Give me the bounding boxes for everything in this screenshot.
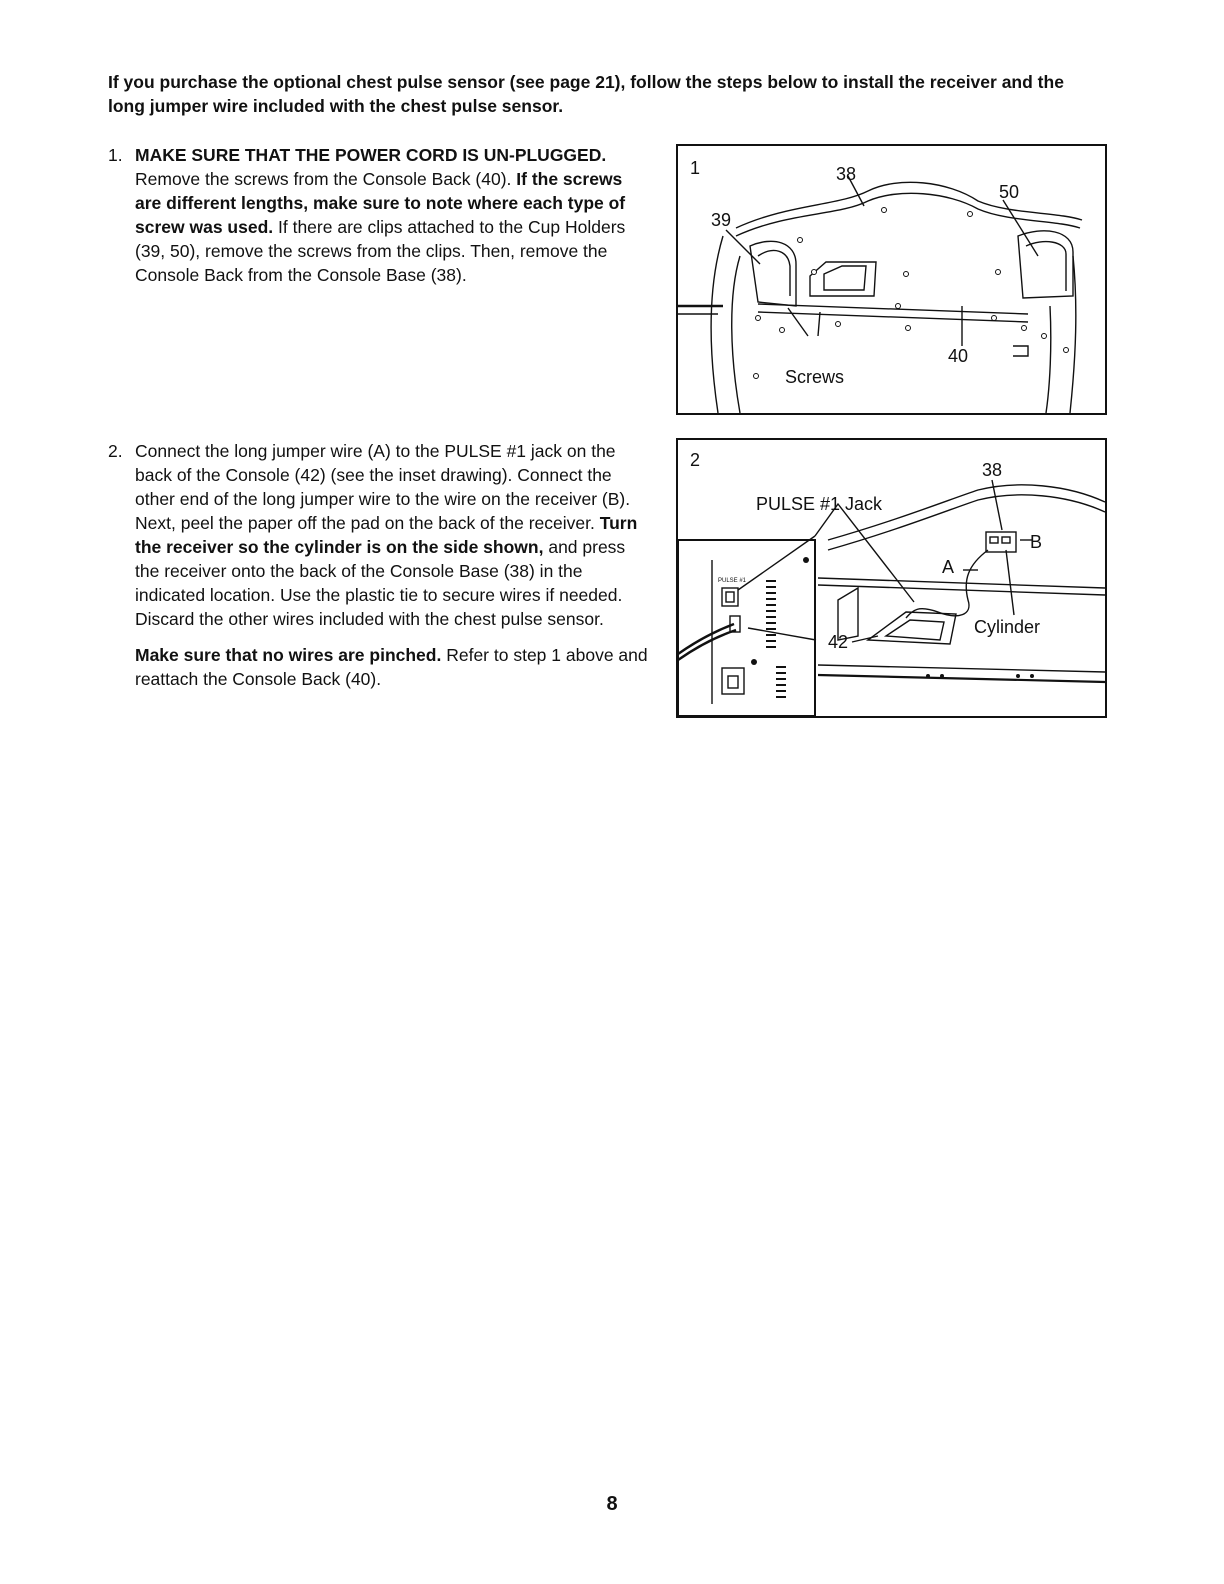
step-2-text-a: Connect the long jumper wire (A) to the PULSE #1 jack on the back of the Console (42) (see the inset drawing). Connect the other end of the long jumper wire to the wire on the receiver (B). Next, peel the paper off the pad on the back of the receiver. (135, 441, 631, 533)
step-1 (108, 143, 653, 287)
label-42: 42 (828, 632, 849, 652)
label-40: 40 (948, 346, 969, 366)
left-upright (711, 236, 723, 413)
label-38: 38 (982, 460, 1003, 480)
label-39: 39 (711, 210, 732, 230)
step-1-text-b: If there are clips attached to the Cup Holders (39, 50), remove the screws from the clips. Then, remove the Console Back from the Console Base (38). (135, 217, 626, 285)
console-inner-edge (736, 193, 1080, 236)
figure-2 (676, 438, 1107, 718)
leader-cylinder (1006, 550, 1014, 615)
figure-1-drawing (678, 146, 1105, 413)
label-screws: Screws (785, 367, 845, 387)
step-2 (108, 439, 653, 691)
step-number: 2. (108, 441, 123, 461)
step-2-text-b: and press the receiver onto the back of the Console Base (38) in the indicated location. Use the plastic tie to secure wires if needed. Discard the other wires included with the chest pulse sensor. (135, 537, 626, 629)
step-number: 1. (108, 145, 123, 165)
figure-number: 2 (690, 450, 701, 470)
screw-markers (754, 208, 1069, 379)
step-1-text-a: Remove the screws from the Console Back (40). (135, 169, 517, 189)
lower-rail (818, 665, 1105, 672)
console-top-edge (736, 182, 1082, 228)
label-a: A (942, 557, 955, 577)
intro-text: If you purchase the optional chest pulse sensor (see page 21), follow the steps below to install the receiver and the long jumper wire included with the chest pulse sensor. (108, 72, 1064, 116)
leader-38 (992, 480, 1002, 530)
console-bottom-rail (758, 304, 1028, 314)
inset-box (678, 540, 815, 716)
step-2-warning: Make sure that no wires are pinched. (135, 645, 442, 665)
leader-50 (1003, 200, 1038, 256)
figure-number: 1 (690, 158, 701, 178)
step-1-warning: MAKE SURE THAT THE POWER CORD IS UN-PLUGGED. (135, 145, 607, 165)
label-38: 38 (836, 164, 857, 184)
page-number: 8 (606, 1493, 618, 1515)
step-1-note: If the screws are different lengths, make sure to note where each type of screw was used. (135, 169, 626, 237)
leader-39 (726, 230, 760, 264)
leader-screws (788, 308, 808, 336)
step-2-orientation: Turn the receiver so the cylinder is on the side shown, (135, 513, 638, 557)
figure-2-drawing (678, 440, 1105, 716)
step-2-text-c: Refer to step 1 above and reattach the Console Back (40). (135, 645, 648, 689)
label-pulse-jack: PULSE #1 Jack (756, 494, 883, 514)
label-cylinder: Cylinder (974, 617, 1041, 637)
label-50: 50 (999, 182, 1020, 202)
figure-1 (676, 144, 1107, 415)
inset-pulse-label: PULSE #1 (718, 578, 747, 584)
label-b: B (1030, 532, 1043, 552)
